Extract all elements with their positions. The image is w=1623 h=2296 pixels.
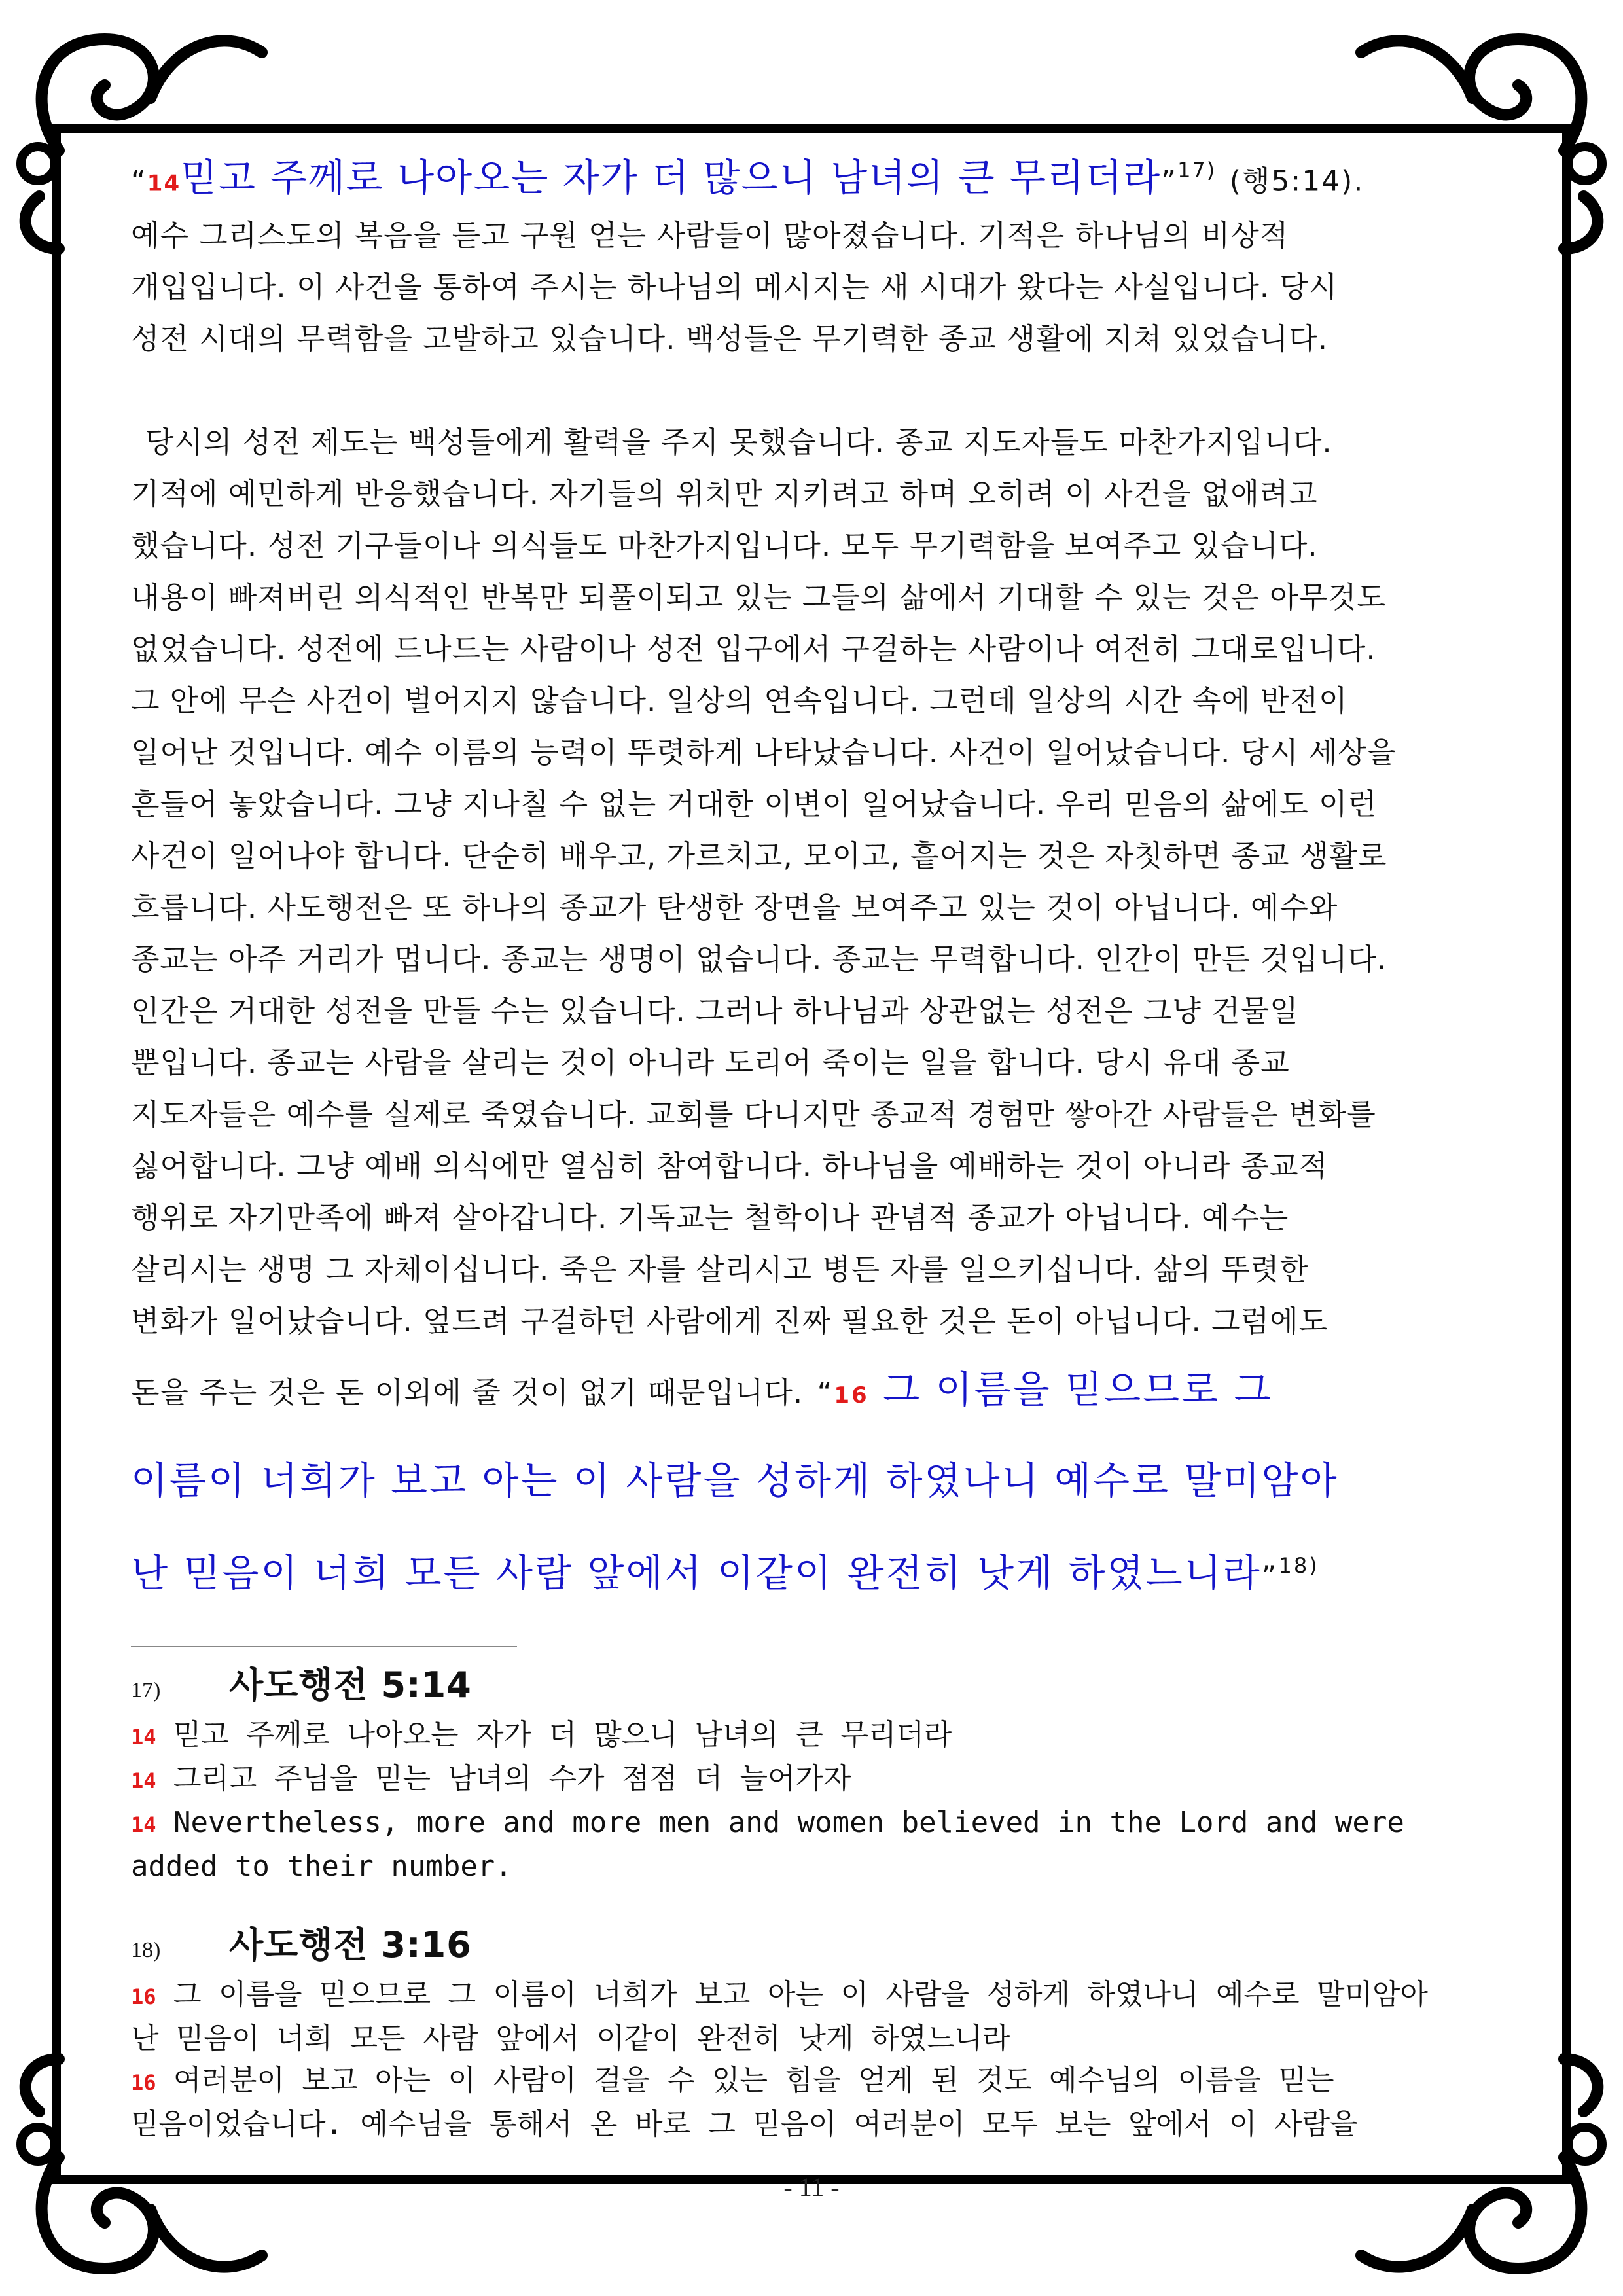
paragraph-2-line: 싫어합니다. 그냥 예배 의식에만 열심히 참여합니다. 하나님을 예배하는 것이 아니라 종교적 xyxy=(131,1149,1329,1184)
footnote-number: 17) xyxy=(131,1677,161,1702)
footnote-marker-17[interactable]: 17) xyxy=(1177,158,1217,183)
verse-number: 14 xyxy=(131,1724,156,1749)
footnote-verse-text: 그리고 주님을 믿는 남녀의 수가 점점 더 늘어가자 xyxy=(173,1761,851,1795)
footnote-title: 사도행전 3:16 xyxy=(229,1924,472,1965)
footnote-number: 18) xyxy=(131,1937,161,1962)
quote-acts-3-16 xyxy=(131,1347,1499,1619)
verse-number: 14 xyxy=(131,1768,156,1793)
footnote-17 xyxy=(131,1664,1499,1888)
open-quote-mark: “ xyxy=(817,1376,834,1410)
footnote-verse-text: 여러분이 보고 아는 이 사람이 걸을 수 있는 힘을 얻게 된 것도 예수님의 이름을 믿는 xyxy=(173,2063,1334,2097)
paragraph-2-line: 사건이 일어나야 합니다. 단순히 배우고, 가르치고, 모이고, 흩어지는 것은 자칫하면 종교 생활로 xyxy=(131,838,1387,874)
paragraph-2-line: 종교는 아주 거리가 멉니다. 종교는 생명이 없습니다. 종교는 무력합니다. 인간이 만든 것입니다. xyxy=(131,942,1387,977)
paragraph-2-line: 살리시는 생명 그 자체이십니다. 죽은 자를 살리시고 병든 자를 일으키십니다. 삶의 뚜렷한 xyxy=(131,1252,1309,1287)
paragraph-2-line: 변화가 일어났습니다. 엎드려 구걸하던 사람에게 진짜 필요한 것은 돈이 아닙니다. 그럼에도 xyxy=(131,1304,1329,1339)
footnote-verse-text: 믿고 주께로 나아오는 자가 더 많으니 남녀의 큰 무리더라 xyxy=(173,1717,952,1751)
paragraph-2-line: 내용이 빠져버린 의식적인 반복만 되풀이되고 있는 그들의 삶에서 기대할 수 있는 것은 아무것도 xyxy=(131,580,1386,615)
verse-number: 14 xyxy=(131,1812,156,1837)
scripture-reference: (행5:14). xyxy=(1229,164,1364,198)
footnote-verse-text: 그 이름을 믿으므로 그 이름이 너희가 보고 아는 이 사람을 성하게 하였나니 예수로 말미암아 xyxy=(173,1977,1429,2011)
paragraph-1-line: 예수 그리스도의 복음을 듣고 구원 얻는 사람들이 많아졌습니다. 기적은 하나님의 비상적 xyxy=(131,218,1289,253)
footnote-verse-text: added to their number. xyxy=(131,1849,512,1883)
verse-number: 14 xyxy=(147,170,181,197)
paragraph-2-line: 지도자들은 예수를 실제로 죽였습니다. 교회를 다니지만 종교적 경험만 쌓아간 사람들은 변화를 xyxy=(131,1097,1376,1132)
paragraph-2-line: 흐릅니다. 사도행전은 또 하나의 종교가 탄생한 장면을 보여주고 있는 것이 아닙니다. 예수와 xyxy=(131,890,1338,925)
paragraph-2-line: 일어난 것입니다. 예수 이름의 능력이 뚜렷하게 나타났습니다. 사건이 일어났습니다. 당시 세상을 xyxy=(131,735,1397,770)
quote-text-line-2: 이름이 너희가 보고 아는 이 사람을 성하게 하였나니 예수로 말미암아 xyxy=(131,1458,1339,1503)
quote-acts-5-14 xyxy=(131,144,1499,209)
body-text xyxy=(131,209,1499,1347)
paragraph-2-line: 행위로 자기만족에 빠져 살아갑니다. 기독교는 철학이나 관념적 종교가 아닙니다. 예수는 xyxy=(131,1200,1289,1236)
quote-text: 믿고 주께로 나아오는 자가 더 많으니 남녀의 큰 무리더라 xyxy=(181,155,1162,200)
page-number: - 11 - xyxy=(783,2172,840,2202)
footnote-marker-18[interactable]: 18) xyxy=(1278,1553,1319,1579)
footnote-title: 사도행전 5:14 xyxy=(229,1664,472,1706)
paragraph-2-line: 그 안에 무슨 사건이 벌어지지 않습니다. 일상의 연속입니다. 그런데 일상의 시간 속에 반전이 xyxy=(131,683,1348,719)
footnote-verse-text: 난 믿음이 너희 모든 사람 앞에서 이같이 완전히 낫게 하였느니라 xyxy=(131,2021,1010,2055)
paragraph-2-line: 흔들어 놓았습니다. 그냥 지나칠 수 없는 거대한 이변이 일어났습니다. 우리 믿음의 삶에도 이런 xyxy=(131,787,1378,822)
footnote-separator xyxy=(131,1646,517,1647)
quote-text-line-3: 난 믿음이 너희 모든 사람 앞에서 이같이 완전히 낫게 하였느니라 xyxy=(131,1551,1262,1596)
paragraph-1-line: 개입입니다. 이 사건을 통하여 주시는 하나님의 메시지는 새 시대가 왔다는 사실입니다. 당시 xyxy=(131,270,1338,305)
paragraph-2-line: 인간은 거대한 성전을 만들 수는 있습니다. 그러나 하나님과 상관없는 성전은 그냥 건물일 xyxy=(131,994,1299,1029)
open-quote-mark: “ xyxy=(131,164,147,198)
paragraph-2-line: 기적에 예민하게 반응했습니다. 자기들의 위치만 지키려고 하며 오히려 이 사건을 없애려고 xyxy=(131,476,1318,512)
verse-number: 16 xyxy=(131,1984,156,2009)
paragraph-2-line: 없었습니다. 성전에 드나드는 사람이나 성전 입구에서 구걸하는 사람이나 여전히 그대로입니다. xyxy=(131,632,1376,667)
close-quote-mark: ” xyxy=(1261,1560,1279,1594)
quote-text-line-1: 그 이름을 믿으므로 그 xyxy=(883,1367,1273,1412)
close-quote-mark: ” xyxy=(1161,164,1178,198)
footnote-verse-text: Nevertheless, more and more men and women believed in the Lord and were xyxy=(173,1805,1404,1839)
footnote-verse-text: 믿음이었습니다. 예수님을 통해서 온 바로 그 믿음이 여러분이 모두 보는 앞에서 이 사람을 xyxy=(131,2107,1358,2141)
footnote-18 xyxy=(131,1924,1499,2145)
page-content xyxy=(131,144,1499,2145)
paragraph-2-last-line: 돈을 주는 것은 돈 이외에 줄 것이 없기 때문입니다. xyxy=(131,1375,804,1410)
paragraph-2-line: 당시의 성전 제도는 백성들에게 활력을 주지 못했습니다. 종교 지도자들도 마찬가지입니다. xyxy=(145,425,1332,460)
paragraph-2-line: 했습니다. 성전 기구들이나 의식들도 마찬가지입니다. 모두 무기력함을 보여주고 있습니다. xyxy=(131,528,1318,564)
paragraph-1-line: 성전 시대의 무력함을 고발하고 있습니다. 백성들은 무기력한 종교 생활에 지쳐 있었습니다. xyxy=(131,321,1329,357)
paragraph-2-line: 뿐입니다. 종교는 사람을 살리는 것이 아니라 도리어 죽이는 일을 합니다. 당시 유대 종교 xyxy=(131,1045,1290,1081)
verse-number: 16 xyxy=(131,2070,156,2095)
verse-number: 16 xyxy=(834,1382,869,1409)
